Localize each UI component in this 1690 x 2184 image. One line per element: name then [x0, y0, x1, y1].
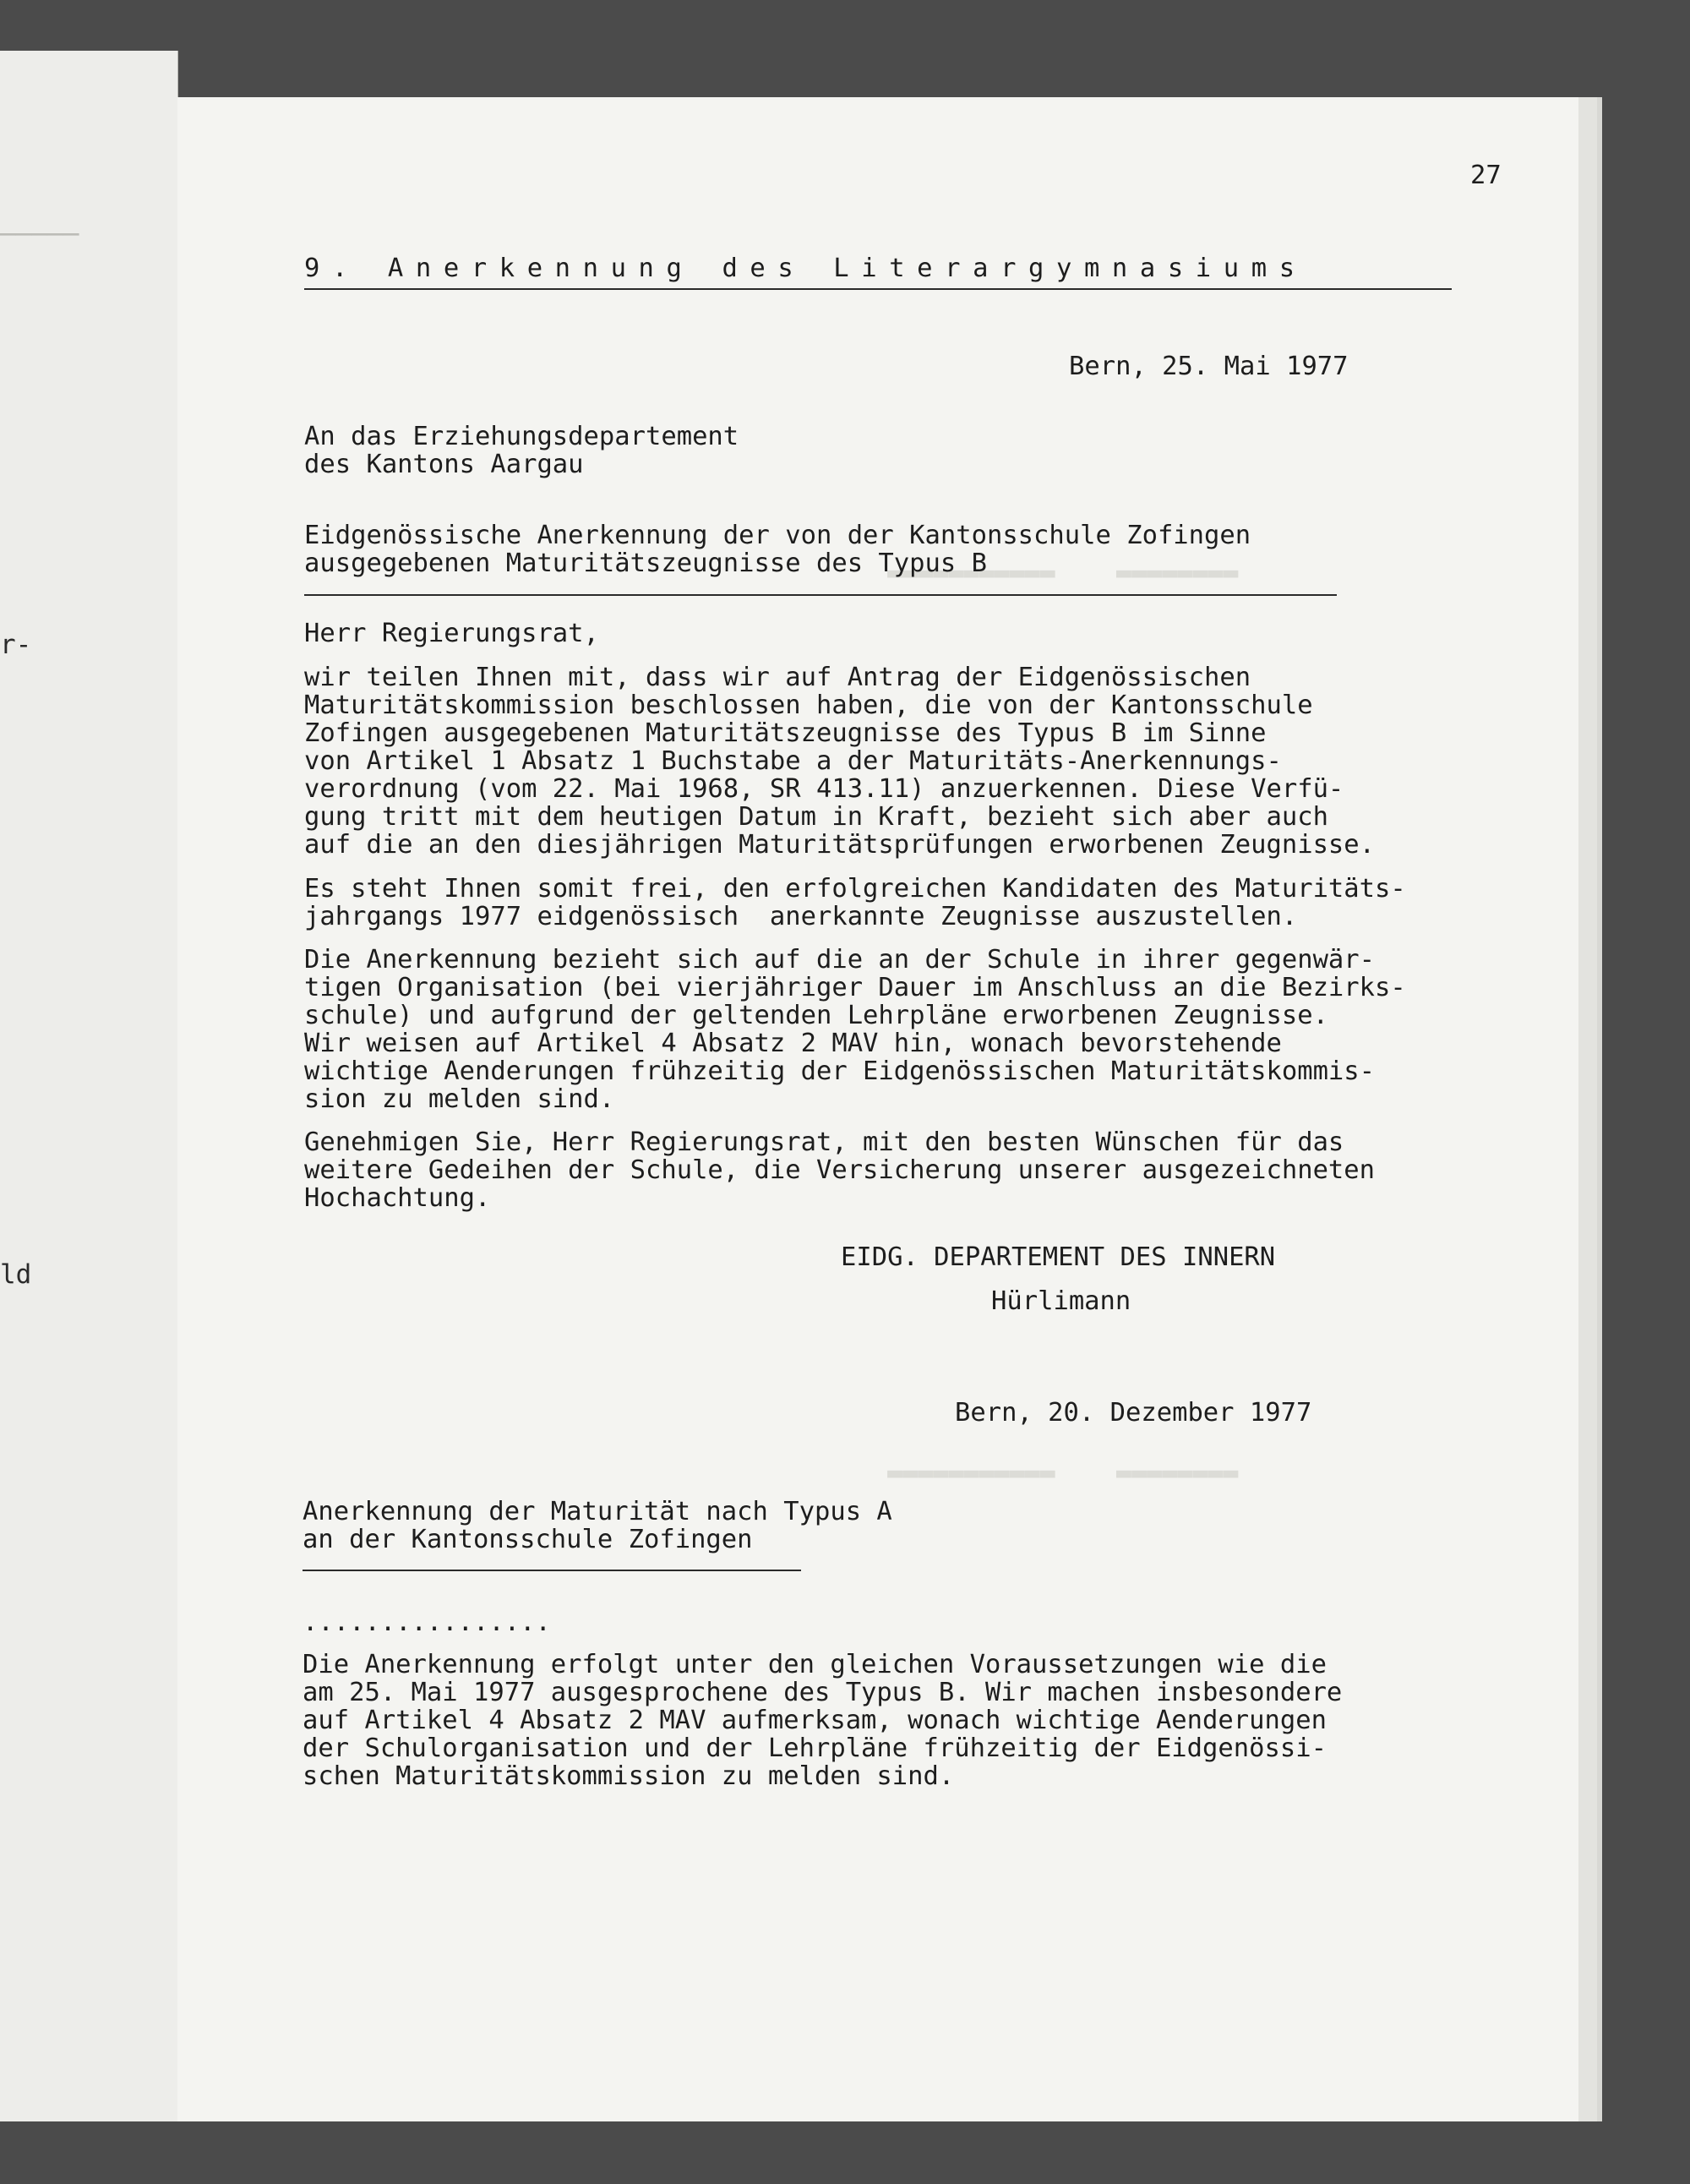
letter2-subject-underline	[303, 1570, 801, 1571]
paragraph-line: tigen Organisation (bei vierjähriger Dauer im Anschluss an die Bezirks-	[304, 973, 1406, 1002]
letter1-sender-department: EIDG. DEPARTEMENT DES INNERN	[841, 1242, 1276, 1272]
paragraph-line: Die Anerkennung erfolgt unter den gleichen Voraussetzungen wie die	[303, 1650, 1327, 1679]
recipient-line: des Kantons Aargau	[304, 450, 584, 479]
recipient-line: An das Erziehungsdepartement	[304, 422, 739, 451]
paragraph-line: Hochachtung.	[304, 1183, 491, 1213]
letter2-ellipsis: ................	[303, 1608, 551, 1637]
letter1-sender-signature: Hürlimann	[991, 1286, 1131, 1316]
paragraph-line: auf die an den diesjährigen Maturitätsprüfungen erworbenen Zeugnisse.	[304, 830, 1376, 860]
letter1-salutation: Herr Regierungsrat,	[304, 619, 599, 648]
paragraph-line: verordnung (vom 22. Mai 1968, SR 413.11) anzuerkennen. Diese Verfü-	[304, 774, 1344, 804]
paragraph-line: der Schulorganisation und der Lehrpläne frühzeitig der Eidgenössi-	[303, 1734, 1327, 1763]
document-page	[177, 97, 1597, 2121]
left-page-bleed-line: ─────	[0, 220, 79, 250]
section-title: 9. Anerkennung des Literargymnasiums	[304, 254, 1307, 283]
paragraph-line: Es steht Ihnen somit frei, den erfolgreichen Kandidaten des Maturitäts-	[304, 874, 1406, 904]
subject-line: ausgegebenen Maturitätszeugnisse des Typus B	[304, 549, 987, 578]
letter1-place-date: Bern, 25. Mai 1977	[1069, 352, 1349, 381]
letter1-subject-underline	[304, 594, 1337, 596]
page-edge	[1578, 97, 1597, 2121]
paragraph-line: am 25. Mai 1977 ausgesprochene des Typus B. Wir machen insbesondere	[303, 1678, 1343, 1707]
paragraph-line: Genehmigen Sie, Herr Regierungsrat, mit den besten Wünschen für das	[304, 1127, 1344, 1157]
paragraph-line: gung tritt mit dem heutigen Datum in Kraft, bezieht sich aber auch	[304, 802, 1328, 832]
paragraph-line: weitere Gedeihen der Schule, die Versicherung unserer ausgezeichneten	[304, 1155, 1376, 1185]
left-page-fragment: ld	[0, 1259, 32, 1290]
subject-line: an der Kantonsschule Zofingen	[303, 1525, 753, 1554]
paragraph-line: wir teilen Ihnen mit, dass wir auf Antrag der Eidgenössischen	[304, 663, 1251, 692]
subject-line: Anerkennung der Maturität nach Typus A	[303, 1497, 892, 1526]
paragraph-line: jahrgangs 1977 eidgenössisch anerkannte Zeugnisse auszustellen.	[304, 902, 1298, 931]
letter2-place-date: Bern, 20. Dezember 1977	[955, 1398, 1312, 1428]
page-number: 27	[1470, 161, 1502, 190]
left-page-fragment: r-	[0, 630, 32, 660]
section-title-underline	[304, 288, 1452, 290]
paragraph-line: sion zu melden sind.	[304, 1084, 615, 1114]
paragraph-line: von Artikel 1 Absatz 1 Buchstabe a der Maturitäts-Anerkennungs-	[304, 746, 1282, 776]
bleed-through-shadow: ▬▬▬▬▬▬▬▬▬▬▬ ▬▬▬▬▬▬▬▬	[887, 1458, 1239, 1488]
paragraph-line: schule) und aufgrund der geltenden Lehrpläne erworbenen Zeugnisse.	[304, 1001, 1328, 1030]
subject-line: Eidgenössische Anerkennung der von der Kantonsschule Zofingen	[304, 521, 1251, 550]
left-facing-page	[0, 51, 178, 2121]
paragraph-line: Maturitätskommission beschlossen haben, die von der Kantonsschule	[304, 691, 1313, 720]
paragraph-line: Die Anerkennung bezieht sich auf die an der Schule in ihrer gegenwär-	[304, 945, 1376, 975]
paragraph-line: Wir weisen auf Artikel 4 Absatz 2 MAV hin, wonach bevorstehende	[304, 1029, 1282, 1058]
bleed-through-shadow: ▬▬▬▬▬▬▬▬▬▬▬ ▬▬▬▬▬▬▬▬	[887, 558, 1239, 587]
paragraph-line: auf Artikel 4 Absatz 2 MAV aufmerksam, wonach wichtige Aenderungen	[303, 1706, 1327, 1735]
paragraph-line: wichtige Aenderungen frühzeitig der Eidgenössischen Maturitätskommis-	[304, 1057, 1376, 1086]
paragraph-line: schen Maturitätskommission zu melden sind.	[303, 1761, 955, 1791]
paragraph-line: Zofingen ausgegebenen Maturitätszeugnisse des Typus B im Sinne	[304, 718, 1267, 748]
